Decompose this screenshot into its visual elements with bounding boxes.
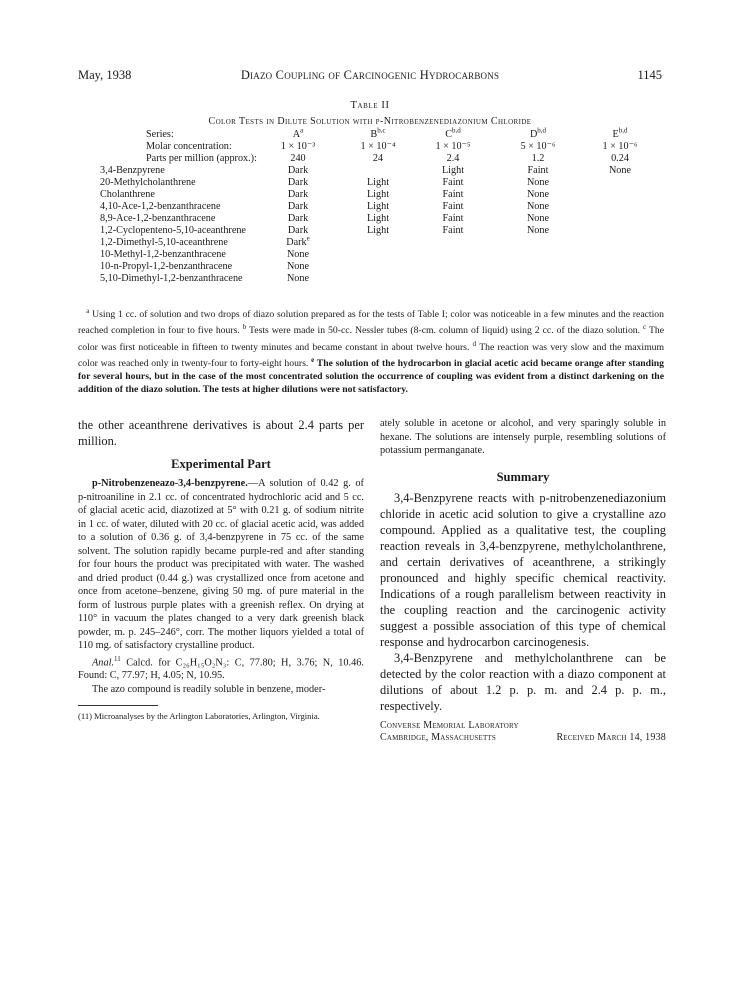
table-row xyxy=(78,273,664,285)
table-cell: 1 × 10⁻⁵ xyxy=(435,141,471,152)
table-row xyxy=(78,165,664,177)
table-cell: None xyxy=(526,177,550,188)
laboratory-name: Converse Memorial Laboratory xyxy=(380,719,519,731)
table-row xyxy=(78,177,664,189)
received-date: Received March 14, 1938 xyxy=(556,732,666,743)
intro-paragraph: the other aceanthrene derivatives is about 2.4 parts per million. xyxy=(78,418,364,448)
table-cell: Faint xyxy=(442,213,464,224)
table-cell: None xyxy=(526,213,550,224)
compound-name: 1,2-Dimethyl-5,10-aceanthrene xyxy=(100,237,228,248)
table-cell: Light xyxy=(441,165,465,176)
table-cell: 240 xyxy=(290,153,306,164)
table-cell: Dark$^e$ xyxy=(286,234,310,248)
table-cell: Dark xyxy=(287,225,309,236)
left-column xyxy=(78,417,364,722)
table-row xyxy=(78,249,664,261)
footnote-marker: b,c xyxy=(377,126,386,135)
affiliation-block xyxy=(380,720,666,745)
table-cell: 24 xyxy=(372,153,384,164)
table-cell: Faint xyxy=(442,177,464,188)
table-cell: Dark xyxy=(287,213,309,224)
header-label: Series: xyxy=(146,129,174,140)
table-cell: 2.4 xyxy=(446,153,460,164)
compound-name: 4,10-Ace-1,2-benzanthracene xyxy=(100,201,221,212)
footnote-marker: a xyxy=(300,126,304,135)
compound-name: 10-n-Propyl-1,2-benzanthracene xyxy=(100,261,233,272)
table-cell: 1 × 10⁻⁴ xyxy=(360,141,396,152)
compound-name: 10-Methyl-1,2-benzanthracene xyxy=(100,249,226,260)
table-footnote: $^b$ Tests were made in 50-cc. Nessler tubes (8-cm. column of liquid) using 2 cc. of the diazo solution. xyxy=(242,323,644,337)
color-test-table xyxy=(78,126,664,285)
table-cell: C$^{b,d}$ xyxy=(445,126,461,140)
compound-name: 8,9-Ace-1,2-benzanthracene xyxy=(100,213,216,224)
table-cell: Dark xyxy=(287,201,309,212)
footnote-marker: b,d xyxy=(537,126,547,135)
table-label: Table II xyxy=(350,100,390,111)
table-row xyxy=(78,189,664,201)
table-cell: None xyxy=(526,201,550,212)
compound-name: Cholanthrene xyxy=(100,189,155,200)
table-cell: Light xyxy=(366,177,390,188)
footnote-ref-11: 11 xyxy=(114,654,121,663)
city-line xyxy=(380,732,666,745)
footnote-marker: b,d xyxy=(618,126,628,135)
table-cell: B$^{b,c}$ xyxy=(370,126,386,140)
table-cell: Light xyxy=(366,225,390,236)
table-cell: Dark xyxy=(287,177,309,188)
table-cell: 0.24 xyxy=(611,153,629,164)
table-cell: $A^a$ xyxy=(292,126,304,140)
header-date: May, 1938 xyxy=(78,68,132,82)
footnote-marker: b,d xyxy=(452,126,461,135)
table-cell: Faint xyxy=(442,225,464,236)
table-cell: Light xyxy=(366,189,390,200)
table-row xyxy=(78,234,664,249)
table-cell: Light xyxy=(366,201,390,212)
table-caption: Color Tests in Dilute Solution with p-Nitrobenzenediazonium Chloride xyxy=(208,116,532,127)
section-title-summary: Summary xyxy=(496,469,550,484)
table-header-row xyxy=(78,141,664,153)
analysis-text: Calcd. for C₂₆H₁₅O₂N₃: C, 77.80; H, 3.76; N, 10.46. Found: C, 77.97; H, 4.05; N, 10.95. xyxy=(78,656,364,682)
table-cell: Light xyxy=(366,213,390,224)
section-title-experimental: Experimental Part xyxy=(171,457,271,471)
table-cell: None xyxy=(526,225,550,236)
table-cell: None xyxy=(526,189,550,200)
table-header-row xyxy=(78,153,664,165)
summary-paragraph-1: 3,4-Benzpyrene reacts with p-nitrobenzenediazonium chloride in acetic acid solution to give a crystalline azo compound. Applied as a qualitative test, the coupling reaction reveals in 3,4-benzpyrene, methylcholanthrene, and certain derivatives of aceanthrene, a strikingly pronounced and highly specific chemical reactivity. Indications of a rough parallelism between reactivity in the coupling reaction and the carcinogenic activity suggest a possible association of this type of chemical response and hydrocarbon carcinogenesis. xyxy=(380,490,666,649)
table-cell: None xyxy=(286,249,310,260)
right-column xyxy=(380,417,666,745)
table-row xyxy=(78,261,664,273)
table-cell: D$^{b,d}$ xyxy=(529,126,547,140)
solubility-paragraph: The azo compound is readily soluble in benzene, moder- xyxy=(92,683,326,695)
table-footnote: $^e$ The solution of the hydrocarbon in glacial acetic acid became orange after standing for several hours, but in the case of the most concentrated solution the occurrence of coupling was evident from a distinct darkening on the addition of the diazo solution. The tests at higher dilutions were not satisfactory. xyxy=(78,355,664,395)
table-cell: 5 × 10⁻⁶ xyxy=(520,141,556,152)
footnote-marker: e xyxy=(306,234,310,243)
table-cell: E$^{b,d}$ xyxy=(612,126,628,140)
table-header-row xyxy=(78,126,664,141)
experimental-paragraph xyxy=(78,477,364,653)
table-row xyxy=(78,225,664,237)
table-row xyxy=(78,201,664,213)
compound-name: 5,10-Dimethyl-1,2-benzanthracene xyxy=(100,273,243,284)
footnote-11: (11) Microanalyses by the Arlington Laboratories, Arlington, Virginia. xyxy=(78,711,320,722)
table-cell: None xyxy=(608,165,632,176)
table-footnotes xyxy=(78,305,664,396)
table-cell: 1.2 xyxy=(531,153,545,164)
analysis-label: Anal. xyxy=(92,656,115,668)
table-cell: None xyxy=(286,273,310,284)
table-footnote: $^d$ The reaction was very slow and the maximum color was reached only in twenty-four to forty-eight hours. xyxy=(78,339,664,369)
compound-heading: p-Nitrobenzeneazo-3,4-benzpyrene. xyxy=(92,478,248,489)
table-cell: 1 × 10⁻⁶ xyxy=(602,141,638,152)
table-cell: Dark xyxy=(287,165,309,176)
footnote-divider xyxy=(78,705,158,706)
table-cell: Faint xyxy=(442,201,464,212)
table-footnote: $^a$ Using 1 cc. of solution and two drops of diazo solution prepared as for the tests of Table I; color was noticeable in a few minutes and the reaction reached completion in four to five hours. xyxy=(78,307,664,337)
analysis-paragraph xyxy=(78,653,364,683)
summary-paragraph-2: 3,4-Benzpyrene and methylcholanthrene can be detected by the color reaction with a diazo component at dilutions of about 1.2 p. p. m. and 2.4 p. p. m., respectively. xyxy=(380,650,666,713)
header-label: Molar concentration: xyxy=(146,141,232,152)
running-header xyxy=(78,68,662,84)
table-row xyxy=(78,213,664,225)
header-page-number: 1145 xyxy=(637,68,662,82)
header-title: Diazo Coupling of Carcinogenic Hydrocarbons xyxy=(240,68,500,82)
table-cell: Faint xyxy=(442,189,464,200)
city-name: Cambridge, Massachusetts xyxy=(380,732,496,743)
compound-name: 1,2-Cyclopenteno-5,10-aceanthrene xyxy=(100,225,246,236)
header-label: Parts per million (approx.): xyxy=(146,153,257,164)
experimental-text: —A solution of 0.42 g. of p-nitroaniline in 2.1 cc. of concentrated hydrochloric acid and 5 cc. of glacial acetic acid, diazotized at 5° with 0.21 g. of sodium nitrite in 1 cc. of water, diluted with 20 cc. of glacial acetic acid, was added to a solution of 0.36 g. of 3,4-benzpyrene in 75 cc. of the same solvent. The solution rapidly became purple-red and after standing for four hours the product was precipitated with water. The washed and dried product (0.44 g.) was crystallized once from acetone and once from acetone–benzene, giving 50 mg. of pure material in the form of lustrous purple plates with a greenish reflex. On drying at 110° in vacuum the plates changed to a very dark greenish black powder, m. p. 245–246°, corr. The mother liquors yielded a total of 110 mg. of satisfactory crystalline product. xyxy=(78,478,364,651)
table-cell: Dark xyxy=(287,189,309,200)
table-cell: None xyxy=(286,261,310,272)
table-cell: 1 × 10⁻³ xyxy=(280,141,316,152)
compound-name: 20-Methylcholanthrene xyxy=(100,177,196,188)
compound-name: 3,4-Benzpyrene xyxy=(100,165,165,176)
table-footnote: $^c$ The color was first noticeable in fifteen to twenty minutes and became constant in about twelve hours. xyxy=(78,323,665,353)
table-cell: Faint xyxy=(527,165,549,176)
continuation-paragraph: ately soluble in acetone or alcohol, and very sparingly soluble in hexane. The solutions are intensely purple, resembling solutions of potassium permanganate. xyxy=(380,418,666,456)
